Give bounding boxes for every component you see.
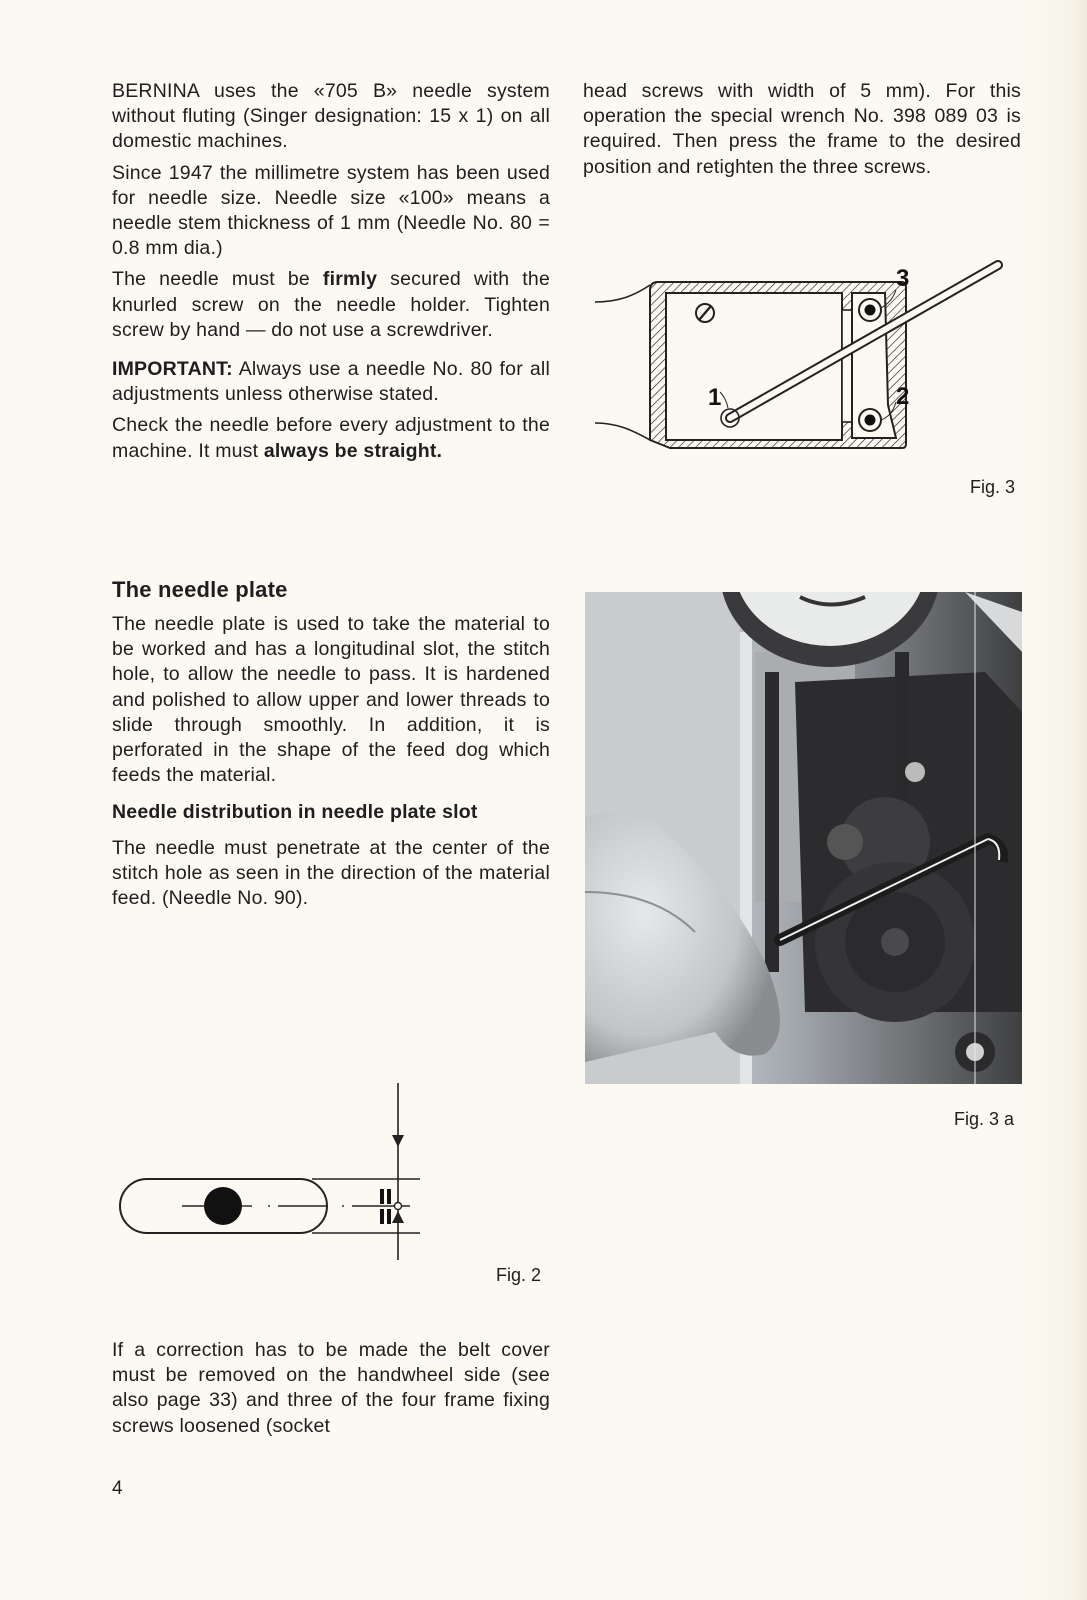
fig3-callout-2: 2 bbox=[896, 383, 910, 410]
paragraph-check-needle: Check the needle before every adjustment to the machine. It must always be straight. bbox=[112, 414, 550, 462]
section-heading-needle-plate: The needle plate bbox=[112, 577, 288, 602]
page-number: 4 bbox=[112, 1478, 123, 1499]
fig2-stitch-hole-diagram bbox=[100, 1080, 440, 1265]
paragraph-needle-system: BERNINA uses the «705 B» needle system without fluting (Singer designation: 15 x 1) on all domestic machines. bbox=[112, 80, 550, 153]
fig3-frame-diagram bbox=[580, 240, 1030, 460]
fig3-label: Fig. 3 bbox=[970, 477, 1016, 497]
paragraph-millimetre-system: Since 1947 the millimetre system has been used for needle size. Needle size «100» means a needle stem thickness of 1 mm (Needle No. 80 = 0.8 mm dia.) bbox=[112, 161, 550, 260]
paragraph-firmly-secured: The needle must be firmly secured with the knurled screw on the needle holder. Tighten screw by hand — do not use a screwdriver. bbox=[112, 268, 550, 341]
fig3-callout-3: 3 bbox=[896, 265, 910, 292]
paragraph-correction: If a correction has to be made the belt cover must be removed on the handwheel side (see also page 33) and three of the four frame fixing screws loosened (socket bbox=[112, 1339, 550, 1437]
paragraph-socket-screws: head screws with width of 5 mm). For this operation the special wrench No. 398 089 03 is required. Then press the frame to the desired position and retighten the three screws. bbox=[583, 80, 1021, 178]
fig3a-photo-wrench-in-machine bbox=[585, 592, 1022, 1084]
subheading-needle-distribution: Needle distribution in needle plate slot bbox=[112, 801, 478, 824]
fig3-callout-1: 1 bbox=[708, 384, 722, 411]
page-edge-shadow bbox=[1027, 0, 1087, 1600]
fig3a-label: Fig. 3 a bbox=[954, 1109, 1015, 1129]
paragraph-important: IMPORTANT: Always use a needle No. 80 for all adjustments unless otherwise stated. bbox=[112, 358, 550, 406]
needle-plate-section bbox=[112, 576, 550, 917]
left-column-bottom bbox=[112, 1338, 550, 1445]
fig2-label: Fig. 2 bbox=[496, 1265, 542, 1285]
paragraph-needle-plate: The needle plate is used to take the material to be worked and has a longitudinal slot, the stitch hole, to allow the needle to pass. It is hardened and polished to allow upper and lower threads to slide through smoothly. In addition, it is perforated in the shape of the feed dog which feeds the material. bbox=[112, 613, 550, 787]
left-column-top bbox=[112, 79, 550, 470]
right-column-top bbox=[583, 79, 1021, 186]
paragraph-needle-center: The needle must penetrate at the center of the stitch hole as seen in the direction of the material feed. (Needle No. 90). bbox=[112, 836, 550, 910]
